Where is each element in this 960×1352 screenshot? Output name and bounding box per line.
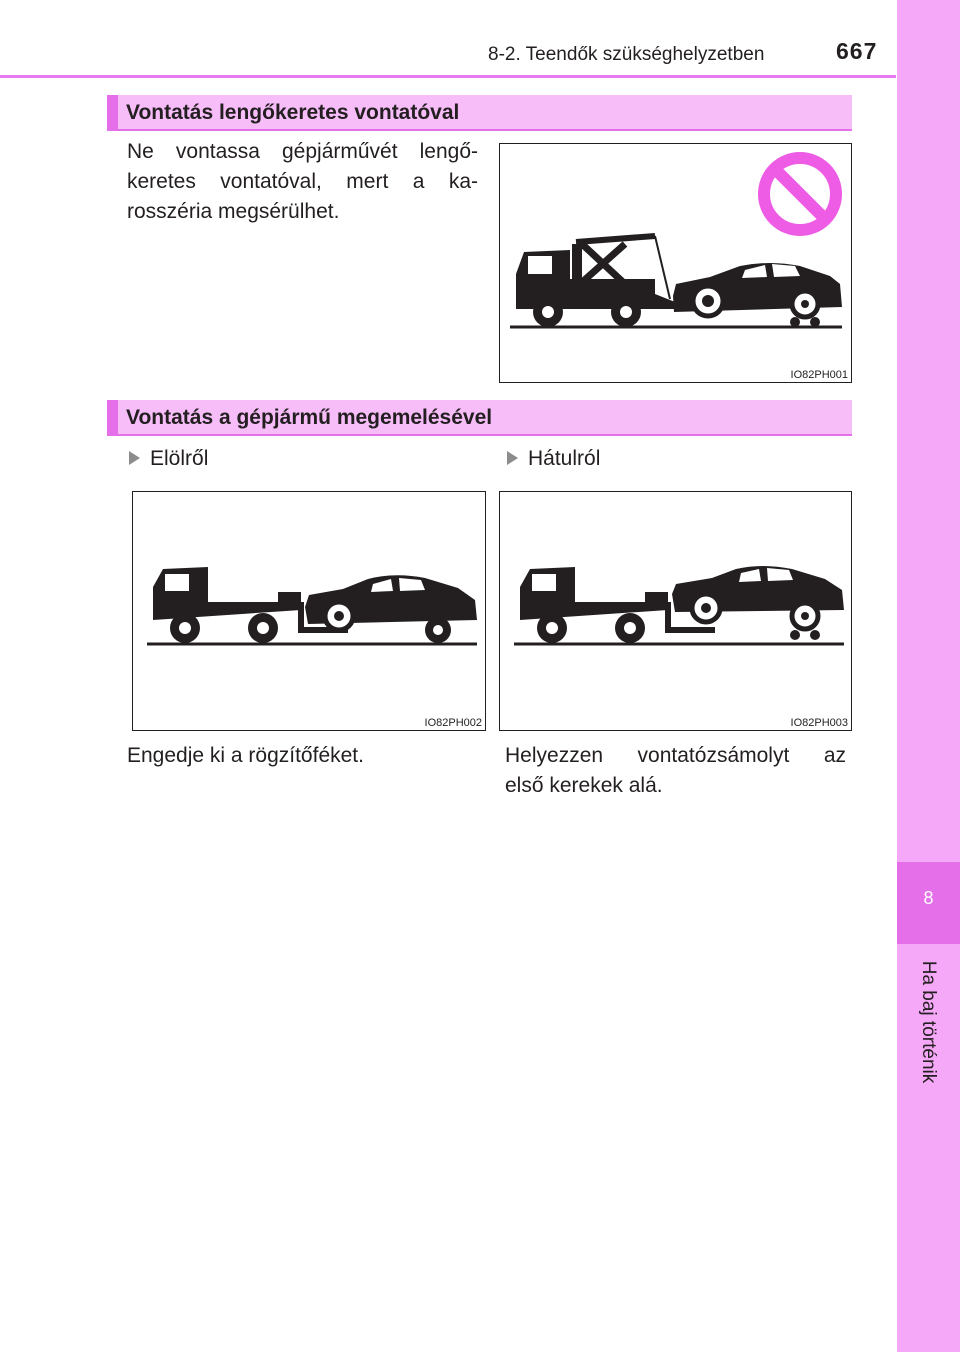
label-text: Hátulról xyxy=(528,447,601,470)
chapter-number: 8 xyxy=(923,888,934,908)
rear-lift-caption xyxy=(505,741,846,801)
front-lift-caption xyxy=(127,741,479,771)
text-line: keretes vontatóval, mert a ka- xyxy=(127,170,478,193)
triangle-bullet-icon xyxy=(129,451,140,465)
page-number: 667 xyxy=(836,38,878,64)
triangle-bullet-icon xyxy=(507,451,518,465)
text-line: Helyezzen vontatózsámolyt az xyxy=(505,744,846,767)
text-line: rosszéria megsérülhet. xyxy=(127,200,340,223)
header-rule xyxy=(0,75,896,78)
rear-lift-illustration xyxy=(500,492,853,732)
running-header-section: 8-2. Teendők szükséghelyzetben xyxy=(488,44,765,65)
chapter-side-bar xyxy=(897,0,960,1352)
section-heading-text: Vontatás lengőkeretes vontatóval xyxy=(126,101,460,124)
figure-front-wheel-lift xyxy=(132,491,486,731)
chapter-number-tab xyxy=(897,862,960,944)
text-line: Engedje ki a rögzítőféket. xyxy=(127,744,364,767)
tow-truck-icon xyxy=(516,236,675,327)
subsection-label-front xyxy=(129,447,208,471)
sling-tow-warning-text xyxy=(127,137,478,227)
label-text: Elölről xyxy=(150,447,209,470)
chapter-title: Ha baj történik xyxy=(918,960,939,1084)
section-heading-sling-tow xyxy=(107,95,852,131)
text-line: első kerekek alá. xyxy=(505,774,663,797)
car-icon xyxy=(673,263,842,327)
figure-code: IO82PH003 xyxy=(790,717,848,729)
section-heading-text: Vontatás a gépjármű megemelésével xyxy=(126,406,493,429)
figure-sling-tow-prohibited xyxy=(499,143,852,383)
figure-code: IO82PH001 xyxy=(790,369,848,381)
subsection-label-rear xyxy=(507,447,600,471)
front-lift-illustration xyxy=(133,492,487,732)
figure-rear-wheel-lift xyxy=(499,491,852,731)
figure-code: IO82PH002 xyxy=(424,717,482,729)
text-line: Ne vontassa gépjárművét lengő- xyxy=(127,140,478,163)
prohibition-icon xyxy=(764,158,836,230)
sling-tow-illustration xyxy=(500,144,853,384)
section-heading-wheel-lift xyxy=(107,400,852,436)
